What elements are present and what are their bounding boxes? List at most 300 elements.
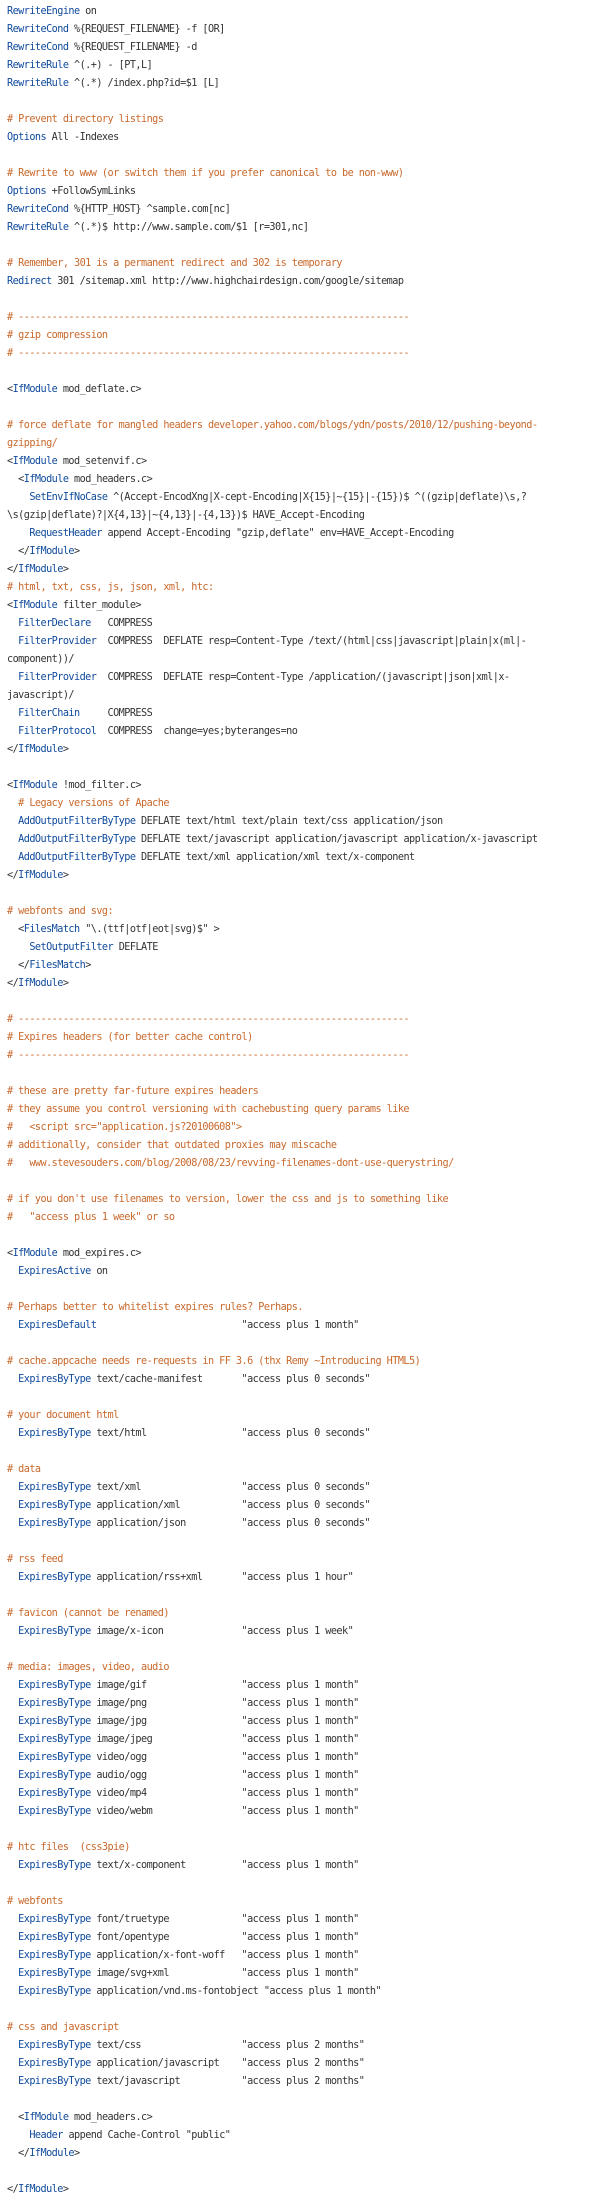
code-line (7, 1893, 600, 1911)
code-text (7, 1320, 18, 1331)
code-line (7, 885, 600, 903)
code-comment: # webfonts and svg: (7, 906, 114, 917)
code-comment: # Perhaps better to whitelist expires rules? Perhaps. (7, 1302, 303, 1313)
code-directive: ExpiresByType (18, 1374, 91, 1385)
code-directive: IfModule (18, 870, 63, 881)
code-directive: ExpiresByType (18, 1752, 91, 1763)
code-directive: ExpiresByType (18, 1788, 91, 1799)
code-line (7, 903, 600, 921)
code-text: append Accept-Encoding "gzip,deflate" env=HAVE_Accept-Encoding (101, 528, 454, 539)
code-line (7, 1299, 600, 1317)
code-text: 301 /sitemap.xml http://www.highchairdesign.com/google/sitemap (51, 276, 404, 287)
code-line (7, 849, 600, 867)
code-text: > (62, 2184, 69, 2195)
code-line (7, 1209, 600, 1227)
code-text: image/x-icon "access plus 1 week" (90, 1626, 354, 1637)
code-text: text/css "access plus 2 months" (90, 2040, 365, 2051)
code-line (7, 2109, 600, 2127)
code-text: All -Indexes (46, 132, 119, 143)
code-text: %{REQUEST_FILENAME} -d (68, 42, 197, 53)
code-line (7, 489, 600, 507)
code-line (7, 129, 600, 147)
code-line (7, 1749, 600, 1767)
code-directive: ExpiresByType (18, 1914, 91, 1925)
code-text: font/truetype "access plus 1 month" (90, 1914, 359, 1925)
code-line (7, 345, 600, 363)
code-line (7, 1821, 600, 1839)
code-line (7, 759, 600, 777)
code-directive: ExpiresDefault (18, 1320, 97, 1331)
code-text: </ (7, 978, 19, 989)
code-line (7, 2073, 600, 2091)
code-line (7, 975, 600, 993)
code-line (7, 1137, 600, 1155)
code-text: < (7, 456, 13, 467)
code-directive: ExpiresByType (18, 1932, 91, 1943)
code-text: < (7, 600, 13, 611)
code-line (7, 417, 600, 435)
code-text: > (85, 960, 91, 971)
code-directive: Options (7, 132, 47, 143)
code-line (7, 255, 600, 273)
code-directive: ExpiresActive (18, 1266, 91, 1277)
code-line (7, 1497, 600, 1515)
code-text: > (62, 744, 69, 755)
code-comment: # Rewrite to www (or switch them if you prefer canonical to be non-www) (7, 168, 404, 179)
code-text: DEFLATE text/html text/plain text/css application/json (135, 816, 443, 827)
code-line (7, 291, 600, 309)
code-line (7, 1101, 600, 1119)
code-line (7, 57, 600, 75)
code-line (7, 1173, 600, 1191)
code-text: > (74, 2148, 80, 2159)
code-comment: # Expires headers (for better cache control) (7, 1032, 253, 1043)
code-line (7, 1245, 600, 1263)
code-line (7, 1731, 600, 1749)
code-line (7, 453, 600, 471)
code-text: < (7, 780, 13, 791)
code-line (7, 921, 600, 939)
code-text (7, 1716, 18, 1727)
code-line (7, 831, 600, 849)
code-text: mod_setenvif.c> (57, 456, 147, 467)
code-comment: gzipping/ (7, 438, 58, 449)
code-line (7, 795, 600, 813)
code-text: COMPRESS DEFLATE resp=Content-Type /application/(javascript|json|xml|x- (96, 672, 510, 683)
code-text (7, 1968, 18, 1979)
code-line (7, 1533, 600, 1551)
code-text: video/webm "access plus 1 month" (90, 1806, 359, 1817)
code-line (7, 435, 600, 453)
code-line (7, 93, 600, 111)
code-text: </ (7, 2148, 30, 2159)
code-line (7, 525, 600, 543)
code-line (7, 741, 600, 759)
code-line (7, 2055, 600, 2073)
code-line (7, 1065, 600, 1083)
code-comment: # webfonts (7, 1896, 63, 1907)
code-directive: ExpiresByType (18, 1482, 91, 1493)
code-directive: Header (29, 2130, 63, 2141)
code-line (7, 1263, 600, 1281)
code-text (7, 1698, 18, 1709)
code-text: on (79, 6, 97, 17)
code-directive: ExpiresByType (18, 1572, 91, 1583)
code-comment: # these are pretty far-future expires headers (7, 1086, 259, 1097)
code-text: video/ogg "access plus 1 month" (90, 1752, 359, 1763)
code-line (7, 1353, 600, 1371)
code-directive: IfModule (23, 474, 69, 485)
code-directive: ExpiresByType (18, 1734, 91, 1745)
code-directive: RequestHeader (29, 528, 102, 539)
code-text: > (74, 546, 80, 557)
code-directive: ExpiresByType (18, 1986, 91, 1997)
code-comment: # <script src="application.js?20100608"> (7, 1122, 242, 1133)
code-text: < (7, 2112, 24, 2123)
code-line (7, 1587, 600, 1605)
code-directive: RewriteRule (7, 78, 69, 89)
code-comment: # Remember, 301 is a permanent redirect and 302 is temporary (7, 258, 343, 269)
code-line (7, 1983, 600, 2001)
code-line (7, 75, 600, 93)
code-directive: ExpiresByType (18, 1428, 91, 1439)
code-line (7, 1785, 600, 1803)
code-text: ^(.+) - [PT,L] (68, 60, 153, 71)
code-comment: # ---------------------------------------------------------------------- (7, 312, 410, 323)
code-directive: RewriteRule (7, 222, 69, 233)
code-text: application/xml "access plus 0 seconds" (90, 1500, 370, 1511)
code-line (7, 1335, 600, 1353)
code-comment: # if you don't use filenames to version, lower the css and js to something like (7, 1194, 449, 1205)
code-directive: RewriteCond (7, 42, 69, 53)
code-text: !mod_filter.c> (57, 780, 142, 791)
code-text: DEFLATE text/javascript application/javascript application/x-javascript (135, 834, 538, 845)
code-text: </ (7, 744, 19, 755)
code-text (7, 1806, 18, 1817)
code-text: image/gif "access plus 1 month" (90, 1680, 359, 1691)
code-text: ^(Accept-EncodXng|X-cept-Encoding|X{15}|~{15}|-{15})$ ^((gzip|deflate)\s,? (107, 492, 527, 503)
code-line (7, 1911, 600, 1929)
code-line (7, 1119, 600, 1137)
code-text (7, 1626, 18, 1637)
code-text (7, 1770, 18, 1781)
code-text (7, 834, 18, 845)
code-line (7, 1371, 600, 1389)
code-line (7, 111, 600, 129)
code-line (7, 39, 600, 57)
code-directive: AddOutputFilterByType (18, 816, 136, 827)
code-line (7, 1929, 600, 1947)
code-text (7, 1374, 18, 1385)
code-comment: # data (7, 1464, 41, 1475)
code-text: \s(gzip|deflate)?|X{4,13}|~{4,13}|-{4,13})$ HAVE_Accept-Encoding (7, 510, 365, 521)
code-text (7, 1680, 18, 1691)
code-line (7, 309, 600, 327)
code-directive: FilterProvider (18, 636, 97, 647)
code-text: +FollowSymLinks (46, 186, 136, 197)
code-line (7, 1317, 600, 1335)
code-comment: # gzip compression (7, 330, 108, 341)
code-directive: FilesMatch (29, 960, 86, 971)
code-directive: IfModule (18, 744, 63, 755)
code-text: > (62, 978, 69, 989)
code-comment: # css and javascript (7, 2022, 119, 2033)
code-line (7, 939, 600, 957)
code-directive: ExpiresByType (18, 1860, 91, 1871)
code-text: image/svg+xml "access plus 1 month" (90, 1968, 359, 1979)
code-line (7, 1713, 600, 1731)
code-line (7, 2181, 600, 2199)
code-text (7, 1950, 18, 1961)
code-text: text/javascript "access plus 2 months" (90, 2076, 365, 2087)
code-directive: ExpiresByType (18, 1680, 91, 1691)
code-text (7, 816, 18, 827)
code-line (7, 615, 600, 633)
code-line (7, 1947, 600, 1965)
code-text: < (7, 384, 13, 395)
code-comment: # favicon (cannot be renamed) (7, 1608, 169, 1619)
code-directive: ExpiresByType (18, 2058, 91, 2069)
code-text (7, 852, 18, 863)
code-directive: IfModule (12, 600, 58, 611)
code-comment: # ---------------------------------------------------------------------- (7, 1014, 410, 1025)
code-text: </ (7, 2184, 19, 2195)
code-line (7, 1479, 600, 1497)
code-comment: # html, txt, css, js, json, xml, htc: (7, 582, 214, 593)
code-line (7, 201, 600, 219)
code-directive: IfModule (12, 780, 58, 791)
code-line (7, 2145, 600, 2163)
code-text: javascript)/ (7, 690, 75, 701)
code-text (7, 2076, 18, 2087)
code-text: image/jpeg "access plus 1 month" (90, 1734, 359, 1745)
code-line (7, 1389, 600, 1407)
code-line (7, 363, 600, 381)
code-text: application/x-font-woff "access plus 1 month" (90, 1950, 359, 1961)
code-line (7, 1659, 600, 1677)
code-text (7, 726, 18, 737)
code-comment: # cache.appcache needs re-requests in FF 3.6 (thx Remy ~Introducing HTML5) (7, 1356, 421, 1367)
code-line (7, 543, 600, 561)
code-line (7, 1569, 600, 1587)
code-comment: # media: images, video, audio (7, 1662, 169, 1673)
code-directive: ExpiresByType (18, 1770, 91, 1781)
code-text: video/mp4 "access plus 1 month" (90, 1788, 359, 1799)
code-line (7, 1677, 600, 1695)
code-text (7, 636, 18, 647)
code-line (7, 2163, 600, 2181)
code-text: mod_expires.c> (57, 1248, 142, 1259)
code-text: </ (7, 960, 30, 971)
code-directive: ExpiresByType (18, 1716, 91, 1727)
code-line (7, 1011, 600, 1029)
code-line (7, 633, 600, 651)
code-text: > (62, 564, 69, 575)
code-line (7, 705, 600, 723)
code-directive: ExpiresByType (18, 1500, 91, 1511)
code-directive: ExpiresByType (18, 2076, 91, 2087)
code-comment: # Prevent directory listings (7, 114, 164, 125)
code-text: "\.(ttf|otf|eot|svg)$" > (79, 924, 220, 935)
code-text (7, 1266, 18, 1277)
code-text: text/cache-manifest "access plus 0 seconds" (90, 1374, 370, 1385)
code-text: %{REQUEST_FILENAME} -f [OR] (68, 24, 225, 35)
code-text: image/png "access plus 1 month" (90, 1698, 359, 1709)
code-text: </ (7, 546, 30, 557)
code-text (7, 2058, 18, 2069)
code-text: mod_headers.c> (68, 474, 153, 485)
code-directive: IfModule (12, 456, 58, 467)
code-line (7, 1965, 600, 1983)
code-text: application/javascript "access plus 2 months" (90, 2058, 365, 2069)
code-line (7, 1803, 600, 1821)
code-line (7, 147, 600, 165)
code-line (7, 471, 600, 489)
code-text (7, 2130, 29, 2141)
code-line (7, 1641, 600, 1659)
code-line (7, 21, 600, 39)
code-line (7, 1191, 600, 1209)
code-line (7, 1443, 600, 1461)
code-line (7, 1227, 600, 1245)
code-text: mod_deflate.c> (57, 384, 142, 395)
code-text: text/xml "access plus 0 seconds" (90, 1482, 370, 1493)
code-comment: # additionally, consider that outdated proxies may miscache (7, 1140, 337, 1151)
code-line (7, 561, 600, 579)
code-line (7, 957, 600, 975)
code-line (7, 183, 600, 201)
code-text: mod_headers.c> (68, 2112, 153, 2123)
code-directive: IfModule (12, 1248, 58, 1259)
code-text (7, 1482, 18, 1493)
code-text: COMPRESS (90, 618, 153, 629)
code-comment: # your document html (7, 1410, 119, 1421)
code-directive: IfModule (23, 2112, 69, 2123)
code-comment: # rss feed (7, 1554, 63, 1565)
code-line (7, 1083, 600, 1101)
code-directive: IfModule (18, 2184, 63, 2195)
code-directive: RewriteEngine (7, 6, 80, 17)
code-line (7, 2127, 600, 2145)
code-directive: ExpiresByType (18, 1518, 91, 1529)
code-directive: FilterProvider (18, 672, 97, 683)
code-text (7, 1518, 18, 1529)
code-text: COMPRESS (79, 708, 153, 719)
code-line (7, 2091, 600, 2109)
code-text (7, 1572, 18, 1583)
code-line (7, 2019, 600, 2037)
code-line (7, 669, 600, 687)
code-directive: ExpiresByType (18, 1968, 91, 1979)
code-text: filter_module> (57, 600, 142, 611)
code-text (7, 708, 18, 719)
code-line (7, 1461, 600, 1479)
code-directive: Redirect (7, 276, 52, 287)
code-comment: # "access plus 1 week" or so (7, 1212, 175, 1223)
code-line (7, 399, 600, 417)
code-line (7, 219, 600, 237)
code-text: application/json "access plus 0 seconds" (90, 1518, 370, 1529)
code-text: < (7, 1248, 13, 1259)
code-text (7, 1914, 18, 1925)
code-directive: RewriteCond (7, 204, 69, 215)
code-line (7, 1875, 600, 1893)
code-line (7, 1407, 600, 1425)
code-line (7, 813, 600, 831)
code-text: </ (7, 870, 19, 881)
code-text: </ (7, 564, 19, 575)
code-text (7, 1788, 18, 1799)
code-text (7, 2040, 18, 2051)
code-directive: ExpiresByType (18, 2040, 91, 2051)
code-line (7, 1155, 600, 1173)
code-directive: RewriteRule (7, 60, 69, 71)
code-directive: IfModule (12, 384, 58, 395)
code-text: text/html "access plus 0 seconds" (90, 1428, 370, 1439)
code-text: application/rss+xml "access plus 1 hour" (90, 1572, 354, 1583)
code-line (7, 993, 600, 1011)
code-comment: # www.stevesouders.com/blog/2008/08/23/revving-filenames-dont-use-querystring/ (7, 1158, 454, 1169)
code-directive: ExpiresByType (18, 1806, 91, 1817)
code-text (7, 528, 29, 539)
code-comment: # force deflate for mangled headers developer.yahoo.com/blogs/ydn/posts/2010/12/pushing-beyond- (7, 420, 538, 431)
code-text: font/opentype "access plus 1 month" (90, 1932, 359, 1943)
code-text: audio/ogg "access plus 1 month" (90, 1770, 359, 1781)
code-line (7, 597, 600, 615)
code-line (7, 1029, 600, 1047)
code-text (7, 1986, 18, 1997)
code-line (7, 1047, 600, 1065)
code-line (7, 1551, 600, 1569)
code-line (7, 237, 600, 255)
code-comment: # ---------------------------------------------------------------------- (7, 348, 410, 359)
code-text (7, 798, 18, 809)
code-line (7, 165, 600, 183)
code-text: < (7, 474, 24, 485)
code-line (7, 1605, 600, 1623)
code-text: ^(.*) /index.php?id=$1 [L] (68, 78, 220, 89)
code-text: COMPRESS change=yes;byteranges=no (96, 726, 298, 737)
code-directive: AddOutputFilterByType (18, 852, 136, 863)
code-line (7, 777, 600, 795)
code-line (7, 1425, 600, 1443)
code-text: application/vnd.ms-fontobject "access plus 1 month" (90, 1986, 382, 1997)
code-directive: FilterChain (18, 708, 80, 719)
code-text: append Cache-Control "public" (62, 2130, 231, 2141)
code-text (7, 1428, 18, 1439)
code-line (7, 273, 600, 291)
code-directive: AddOutputFilterByType (18, 834, 136, 845)
code-directive: FilterDeclare (18, 618, 91, 629)
code-directive: ExpiresByType (18, 1698, 91, 1709)
code-comment: # they assume you control versioning with cachebusting query params like (7, 1104, 410, 1115)
code-comment: # ---------------------------------------------------------------------- (7, 1050, 410, 1061)
code-text (7, 942, 29, 953)
code-line (7, 579, 600, 597)
code-directive: IfModule (18, 978, 63, 989)
code-text: on (90, 1266, 108, 1277)
code-line (7, 1623, 600, 1641)
code-directive: RewriteCond (7, 24, 69, 35)
code-line (7, 1839, 600, 1857)
code-text (7, 1734, 18, 1745)
code-line (7, 1695, 600, 1713)
code-text (7, 1500, 18, 1511)
code-line (7, 687, 600, 705)
code-text (7, 672, 18, 683)
code-text: ^(.*)$ http://www.sample.com/$1 [r=301,nc] (68, 222, 309, 233)
code-directive: ExpiresByType (18, 1950, 91, 1961)
